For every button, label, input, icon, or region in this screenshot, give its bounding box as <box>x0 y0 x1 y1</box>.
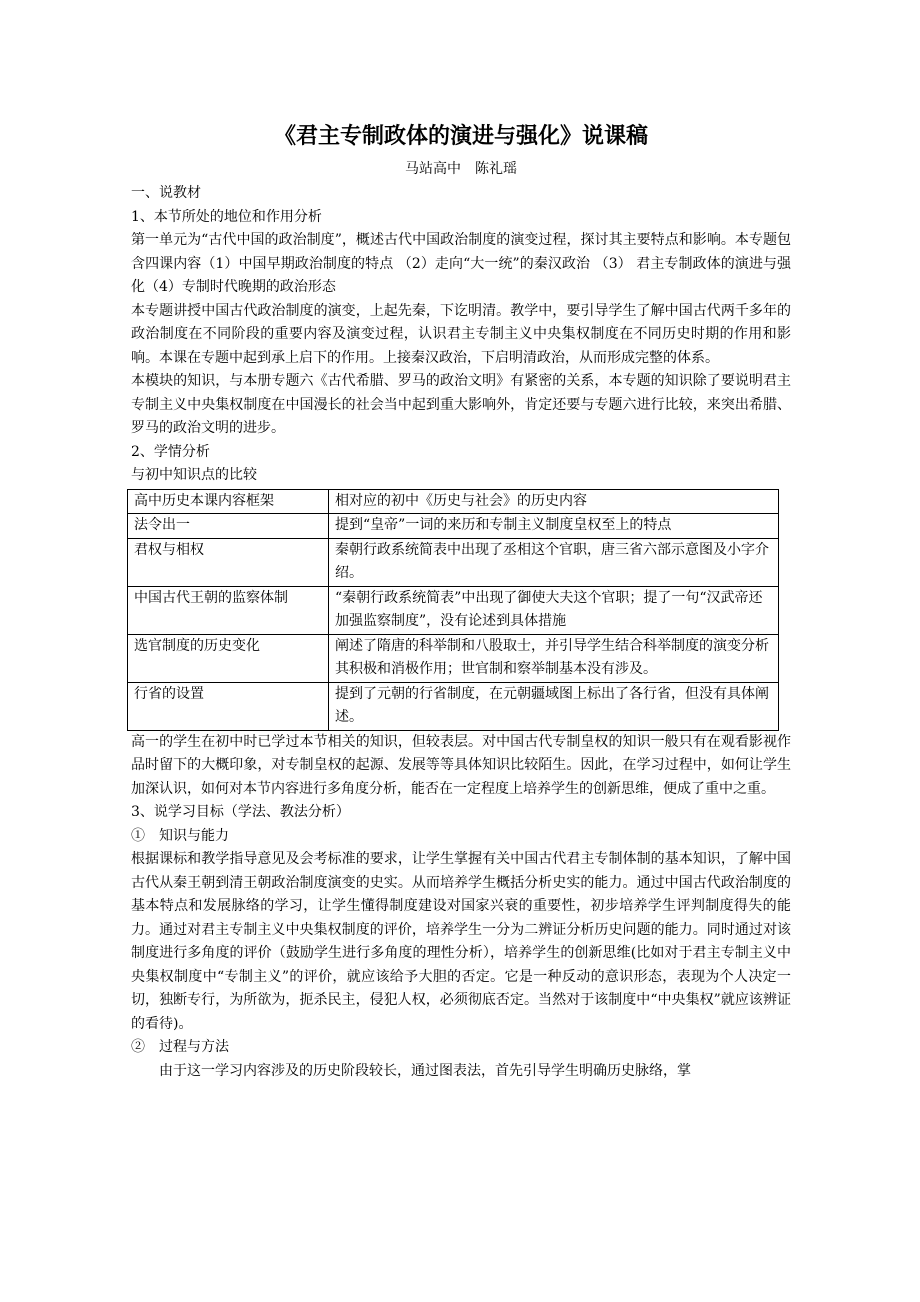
author-line: 马站高中 陈礼瑶 <box>405 161 517 177</box>
comparison-table <box>127 489 779 731</box>
table-cell-topic: 中国古代王朝的监察体制 <box>128 586 329 634</box>
subsection-heading-1-2: 2、学情分析 <box>131 443 210 460</box>
table-cell-content: 秦朝行政系统简表中出现了丞相这个官职，唐三省六部示意图及小字介绍。 <box>329 538 779 586</box>
table-cell-topic: 法令出一 <box>128 514 329 539</box>
paragraph-module-relation: 本模块的知识，与本册专题六《古代希腊、罗马的政治文明》有紧密的关系，本专题的知识除了要说明君主专制主义中央集权制度在中国漫长的社会当中起到重大影响外，肯定还要与专题六进行比较，来突出希腊、罗马的政治文明的进步。 <box>131 373 791 436</box>
paragraph-topic-scope: 本专题讲授中国古代政治制度的演变，上起先秦，下讫明清。教学中，要引导学生了解中国古代两千多年的政治制度在不同阶段的重要内容及演变过程，认识君主专制主义中央集权制度在不同历史时期的作用和影响。本课在专题中起到承上启下的作用。上接秦汉政治，下启明清政治，从而形成完整的体系。 <box>131 302 791 366</box>
table-header-row <box>128 489 779 514</box>
paragraph-process-method: 由于这一学习内容涉及的历史阶段较长，通过图表法，首先引导学生明确历史脉络，掌 <box>159 1062 691 1079</box>
paragraph-student-analysis: 高一的学生在初中时已学过本节相关的知识，但较表层。对中国古代专制皇权的知识一般只有在观看影视作品时留下的大概印象，对专制皇权的起源、发展等等具体知识比较陌生。因此，在学习过程中，如何让学生加深认识，如何对本节内容进行多角度分析，能否在一定程度上培养学生的创新思维，便成了重中之重。 <box>131 733 791 797</box>
goal-heading-process: ② 过程与方法 <box>131 1039 229 1055</box>
paragraph-unit-overview: 第一单元为“古代中国的政治制度”，概述古代中国政治制度的演变过程，探讨其主要特点和影响。本专题包含四课内容（1）中国早期政治制度的特点 （2）走向“大一统”的秦汉政治 （3） 君主专制政体的演进与强化（4）专制时代晚期的政治形态 <box>131 232 791 295</box>
table-row <box>128 586 779 634</box>
table-row <box>128 682 779 730</box>
table-cell-content: 阐述了隋唐的科举制和八股取士，并引导学生结合科举制度的演变分析其积极和消极作用；世官制和察举制基本没有涉及。 <box>329 634 779 682</box>
paragraph-knowledge-ability: 根据课标和教学指导意见及会考标准的要求，让学生掌握有关中国古代君主专制体制的基本知识，了解中国古代从秦王朝到清王朝政治制度演变的史实。从而培养学生概括分析史实的能力。通过中国古代政治制度的基本特点和发展脉络的学习，让学生懂得制度建设对国家兴衰的重要性，初步培养学生评判制度得失的能力。通过对君主专制主义中央集权制度的评价，培养学生一分为二辨证分析历史问题的能力。同时通过对该制度进行多角度的评价（鼓励学生进行多角度的理性分析），培养学生的创新思维(比如对于君主专制主义中央集权制度中“专制主义”的评价，就应该给予大胆的否定。它是一种反动的意识形态，表现为个人决定一切，独断专行，为所欲为，扼杀民主，侵犯人权，必须彻底否定。当然对于该制度中“中央集权”就应该辨证的看待)。 <box>131 851 791 1032</box>
table-row <box>128 514 779 539</box>
table-cell-topic: 君权与相权 <box>128 538 329 586</box>
table-header-cell: 高中历史本课内容框架 <box>128 489 329 514</box>
document-title: 《君主专制政体的演进与强化》说课稿 <box>273 123 648 149</box>
table-cell-topic: 行省的设置 <box>128 682 329 730</box>
table-cell-content: 提到了元朝的行省制度，在元朝疆域图上标出了各行省，但没有具体阐述。 <box>329 682 779 730</box>
table-cell-content: “秦朝行政系统简表”中出现了御使大夫这个官职；提了一句“汉武帝还加强监察制度”，没有论述到具体措施 <box>329 586 779 634</box>
table-header-cell: 相对应的初中《历史与社会》的历史内容 <box>329 489 779 514</box>
subsection-heading-1-3: 3、说学习目标（学法、教法分析） <box>131 804 350 820</box>
table-cell-content: 提到“皇帝”一词的来历和专制主义制度皇权至上的特点 <box>329 514 779 539</box>
goal-heading-knowledge: ① 知识与能力 <box>131 827 229 844</box>
table-cell-topic: 选官制度的历史变化 <box>128 634 329 682</box>
table-row <box>128 538 779 586</box>
subsection-heading-1-1: 1、本节所处的地位和作用分析 <box>131 208 322 225</box>
document-page <box>131 118 791 1083</box>
section-heading-1: 一、说教材 <box>131 185 201 201</box>
table-caption: 与初中知识点的比较 <box>131 467 257 483</box>
table-row <box>128 634 779 682</box>
